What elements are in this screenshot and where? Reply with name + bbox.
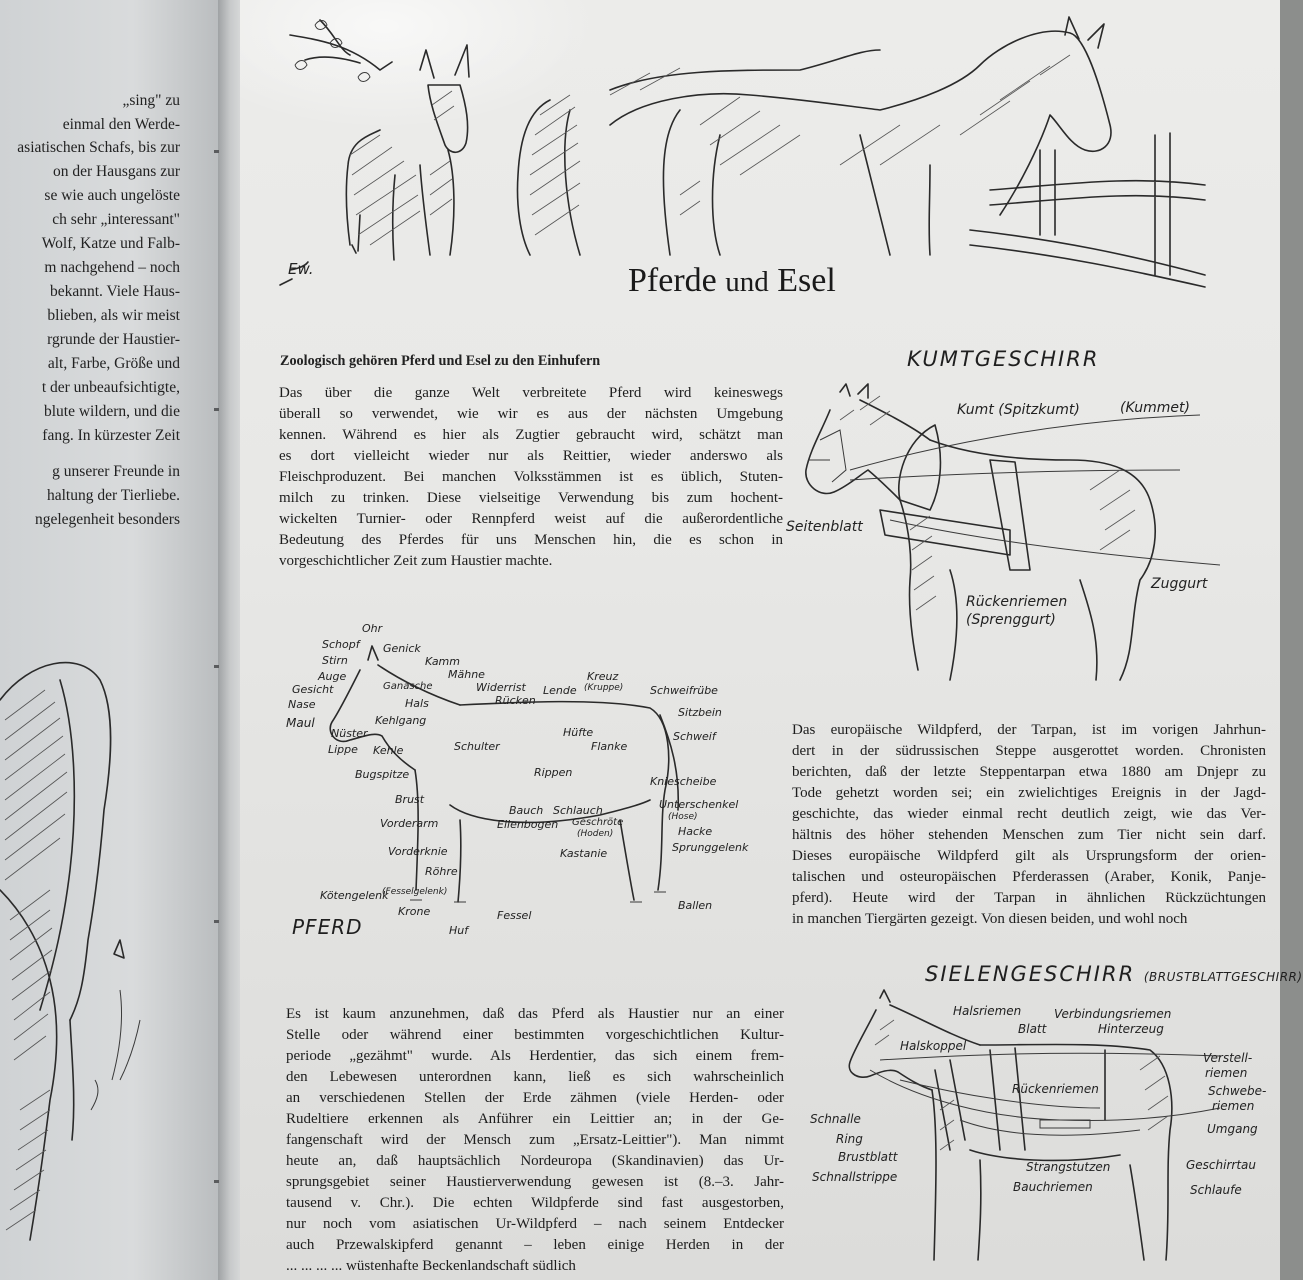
left-page-line: Wolf, Katze und Falb- [41, 235, 180, 252]
tarpan-line: geschichte, das wieder einmal recht deutlich zeigt, wie das Ver- [792, 806, 1266, 822]
horse-part-label-schweifruebe: Schweifrübe [650, 684, 718, 697]
domestication-line: fangenschaft wird der Mensch zum „Ersatz-Leittier"). Man nimmt [286, 1132, 784, 1148]
domestication-line: nur noch vom asiatischen Ur-Wildpferd – nach seinem Entdecker [286, 1216, 784, 1232]
horse-part-label-nase: Nase [288, 698, 316, 711]
horse-part-label-flanke: Flanke [591, 740, 628, 753]
horse-part-label-maul: Maul [286, 716, 315, 730]
pferd-heading: PFERD [292, 915, 363, 939]
horse-part-label-kreuz: Kreuz [587, 670, 619, 683]
horse-part-label-schulter: Schulter [454, 740, 500, 753]
harness-part-label-geschirrtau: Geschirrtau [1186, 1158, 1257, 1172]
binding-stitch [214, 665, 219, 668]
domestication-line: Rudeltiere erkennen als Anführer ein Leittier an; in der Ge- [286, 1111, 784, 1127]
horse-part-label-krone: Krone [398, 905, 431, 918]
left-page-line: einmal den Werde- [62, 116, 180, 133]
horse-part-label-lippe: Lippe [328, 743, 358, 756]
tarpan-line: Das europäische Wildpferd, der Tarpan, ist im vorigen Jahrhun- [792, 722, 1266, 738]
title-second: Esel [777, 262, 836, 299]
harness-part-label-bauchriemen: Bauchriemen [1013, 1180, 1093, 1194]
intro-line: wickelten Turnier- oder Rennpferd weist auf die außerordentliche [279, 511, 783, 527]
horse-part-label-rippen: Rippen [534, 766, 573, 779]
sielengeschirr-title: SIELENGESCHIRR [925, 962, 1136, 986]
horse-part-label-schlauch: Schlauch [553, 804, 603, 817]
domestication-paragraph [286, 1004, 784, 1277]
horse-part-label-huf: Huf [449, 924, 469, 937]
harness-part-label-brustblatt: Brustblatt [838, 1150, 898, 1164]
intro-line: Bedeutung des Pferdes für uns Menschen hin, die es schon in [279, 532, 783, 548]
horse-part-label-genick: Genick [383, 642, 421, 655]
harness-part-label-halsriemen: Halsriemen [953, 1004, 1022, 1018]
tarpan-line: talischen und osteuropäischen Pferderassen (Araber, Konik, Panje- [792, 869, 1266, 885]
left-page-line: ngelegenheit besonders [34, 511, 180, 528]
domestication-line: an verschiedenen Stellen der Erde zähmen (viele Herden- oder [286, 1090, 784, 1106]
domestication-line: sprungsgebiet seiner Haustierverwendung gewesen ist (8.–3. Jahr- [286, 1174, 784, 1190]
horse-part-label-hacke: Hacke [678, 825, 713, 838]
horse-part-label-kniescheibe: Kniescheibe [650, 775, 717, 788]
intro-line: milch zu trinken. Diese vielseitige Verwendung bis zum hochent- [279, 490, 783, 506]
left-page-line: alt, Farbe, Größe und [47, 355, 180, 372]
intro-line: es dort vielleicht wieder nur als Reittier, wieder anderswo als [279, 448, 783, 464]
horse-part-label-schopf: Schopf [322, 638, 360, 651]
sielengeschirr-heading [925, 962, 1303, 986]
kumtgeschirr-heading: KUMTGESCHIRR [907, 347, 1100, 371]
horse-part-label-sitzbein: Sitzbein [678, 706, 722, 719]
binding-stitch [214, 408, 219, 411]
domestication-line: heute an, daß hauptsächlich Nordeuropa (Skandinavien) das Ur- [286, 1153, 784, 1169]
binding-stitch [214, 150, 219, 153]
intro-paragraph [279, 383, 783, 572]
harness-part-label-ring: Ring [836, 1132, 863, 1146]
horse-part-label-hals: Hals [405, 697, 429, 710]
horse-part-label-bugspitze: Bugspitze [355, 768, 410, 781]
harness-part-label-schlaufe: Schlaufe [1190, 1183, 1242, 1197]
left-page-line: on der Hausgans zur [53, 163, 180, 180]
left-page-line: asiatischen Schafs, bis zur [17, 139, 180, 156]
tarpan-line: in manchen Tiergärten gezeigt. Von diesen beiden, und wohl noch [792, 911, 1188, 927]
horse-part-label-geschroete: Geschröte [572, 817, 624, 828]
section-subheading: Zoologisch gehören Pferd und Esel zu den Einhufern [280, 353, 601, 369]
horse-part-label-kehle: Kehle [373, 744, 404, 757]
left-page-line: t der unbeaufsichtigte, [41, 379, 180, 396]
left-page-line: fang. In kürzester Zeit [42, 427, 180, 444]
horse-part-label-auge: Auge [318, 670, 347, 683]
domestication-line: tausend v. Chr.). Die echten Wildpferde sind fast ausgestorben, [286, 1195, 784, 1211]
horse-part-label-kastanie: Kastanie [560, 847, 608, 860]
horse-part-label-gesicht: Gesicht [292, 683, 334, 696]
kumtgeschirr-illustration [800, 380, 1230, 700]
horse-part-label-vorderarm: Vorderarm [380, 817, 439, 830]
harness-part-label-schwebe: Schwebe- [1208, 1084, 1267, 1098]
intro-line: kennen. Während es hier als Zugtier gebraucht wird, schätzt man [279, 427, 783, 443]
intro-line: überall so verwendet, wie wir es aus der nächsten Umgebung [279, 406, 783, 422]
tarpan-line: hältnis des höher stehenden Menschen zum Tier nicht sein darf. [792, 827, 1266, 843]
horse-part-label-bauch: Bauch [509, 804, 544, 817]
domestication-line: auch Przewalskipferd genannt – leben einige Herden in der [286, 1237, 784, 1253]
left-page-line: bekannt. Viele Haus- [49, 283, 180, 300]
binding-stitch [214, 1180, 219, 1183]
tarpan-line: Dieses europäische Wildpferd gilt als Ursprungsform der orien- [792, 848, 1266, 864]
left-page-line: g unserer Freunde in [52, 463, 180, 480]
harness-part-label-strangstutzen: Strangstutzen [1026, 1160, 1111, 1174]
horse-part-label-kamm: Kamm [425, 655, 460, 668]
horse-part-label-brust: Brust [395, 793, 425, 806]
horse-part-label-lende: Lende [543, 684, 577, 697]
harness-part-label-umgang: Umgang [1207, 1122, 1258, 1136]
left-page [0, 0, 222, 1280]
illustrator-signature: Ew. [288, 260, 314, 278]
horse-part-label-sprunggelenk: Sprunggelenk [672, 841, 749, 854]
horse-part-label-fesselgelenk: (Fesselgelenk) [382, 887, 448, 897]
domestication-line: periode „gezähmt" wurde. Als Herdentier, das sich einem frem- [286, 1048, 784, 1064]
left-horse-illustration [0, 640, 222, 1280]
harness-part-label-riemen: riemen [1205, 1066, 1248, 1080]
horse-part-label-kehlgang: Kehlgang [375, 714, 427, 727]
horse-part-label-huefte: Hüfte [563, 726, 594, 739]
horse-part-label-koetengelenk: Kötengelenk [320, 889, 389, 902]
binding-stitch [214, 920, 219, 923]
harness-part-label-schnalle: Schnalle [810, 1112, 861, 1126]
horse-part-label-unterschenkel: Unterschenkel [659, 798, 739, 811]
header-horses-donkey-illustration [280, 15, 1210, 285]
page-title [628, 262, 836, 300]
left-page-line: se wie auch ungelöste [44, 187, 180, 204]
left-page-line: rgrunde der Haustier- [47, 331, 180, 348]
horse-part-label-vorderknie: Vorderknie [388, 845, 448, 858]
horse-part-label-nuester: Nüster [331, 727, 368, 740]
domestication-line: ... ... ... ... wüstenhafte Beckenlandschaft südlich [286, 1258, 576, 1274]
horse-part-label-ballen: Ballen [678, 899, 713, 912]
seitenblatt-label: Seitenblatt [786, 519, 863, 535]
sprenggurt-label: (Sprenggurt) [966, 612, 1056, 628]
tarpan-line: dert in der südrussischen Steppe ausgerottet worden. Chronisten [792, 743, 1266, 759]
horse-part-label-roehre: Röhre [425, 865, 458, 878]
domestication-line: Stelle oder während einer bestimmten vorgeschichtlichen Kultur- [286, 1027, 784, 1043]
horse-part-label-hose: (Hose) [668, 812, 698, 822]
rueckenriemen-label: Rückenriemen [966, 594, 1068, 610]
tarpan-line: Tode gehetzt worden sei; ein zwielichtiges Ereignis in der Jagd- [792, 785, 1266, 801]
horse-part-label-kruppe: (Kruppe) [584, 683, 624, 693]
harness-part-label-hinterzeug: Hinterzeug [1098, 1022, 1164, 1036]
horse-part-label-hoden: (Hoden) [577, 829, 614, 839]
left-page-line: ch sehr „interessant" [52, 211, 180, 228]
tarpan-line: berichten, daß der letzte Steppentarpan etwa 1880 am Dnjepr zu [792, 764, 1266, 780]
horse-part-label-widerrist: Widerrist [476, 681, 526, 694]
domestication-line: Es ist kaum anzunehmen, daß das Pferd als Haustier nur an einer [286, 1006, 784, 1022]
sielengeschirr-subtitle: (BRUSTBLATTGESCHIRR) [1143, 970, 1303, 984]
horse-part-label-schweif: Schweif [673, 730, 716, 743]
harness-part-label-rueckenriemen: Rückenriemen [1012, 1082, 1099, 1096]
left-page-line: m nachgehend – noch [44, 259, 180, 276]
left-page-line: blute wildern, und die [43, 403, 180, 420]
horse-part-label-maehne: Mähne [448, 668, 485, 681]
kummet-label: (Kummet) [1120, 400, 1190, 416]
harness-part-label-verbindungsriemen: Verbindungsriemen [1054, 1007, 1172, 1021]
left-page-line: blieben, als wir meist [47, 307, 180, 324]
horse-part-label-ganasche: Ganasche [383, 681, 433, 692]
harness-part-label-verstell: Verstell- [1203, 1051, 1253, 1065]
title-connector: und [725, 266, 769, 298]
horse-part-label-ellenbogen: Ellenbogen [497, 818, 559, 831]
intro-line: vorgeschichtlicher Zeit zum Haustier machte. [279, 553, 553, 569]
intro-line: Fleischproduzent. Bei manchen Volksstämmen ist es üblich, Stuten- [279, 469, 783, 485]
tarpan-paragraph [792, 720, 1266, 930]
left-page-line: haltung der Tierliebe. [46, 487, 180, 504]
tarpan-line: pferd). Heute wird der Tarpan in ähnlichen Rückzüchtungen [792, 890, 1266, 906]
harness-part-label-riemen2: riemen [1212, 1099, 1255, 1113]
zuggurt-label: Zuggurt [1151, 576, 1208, 592]
title-main: Pferde [628, 262, 717, 299]
harness-part-label-blatt: Blatt [1018, 1022, 1047, 1036]
intro-line: Das über die ganze Welt verbreitete Pferd wird keineswegs [279, 385, 783, 401]
harness-part-label-halskoppel: Halskoppel [900, 1039, 967, 1053]
horse-part-label-ruecken: Rücken [495, 694, 536, 707]
left-page-line: „sing" zu [122, 92, 180, 109]
kumt-label: Kumt (Spitzkumt) [957, 402, 1080, 418]
horse-part-label-stirn: Stirn [322, 654, 348, 667]
harness-part-label-schnallstrippe: Schnallstrippe [812, 1170, 898, 1184]
domestication-line: den Lebewesen unterordnen kann, ließ es sich wahrscheinlich [286, 1069, 784, 1085]
horse-part-label-fessel: Fessel [497, 909, 532, 922]
horse-part-label-ohr: Ohr [362, 622, 383, 635]
